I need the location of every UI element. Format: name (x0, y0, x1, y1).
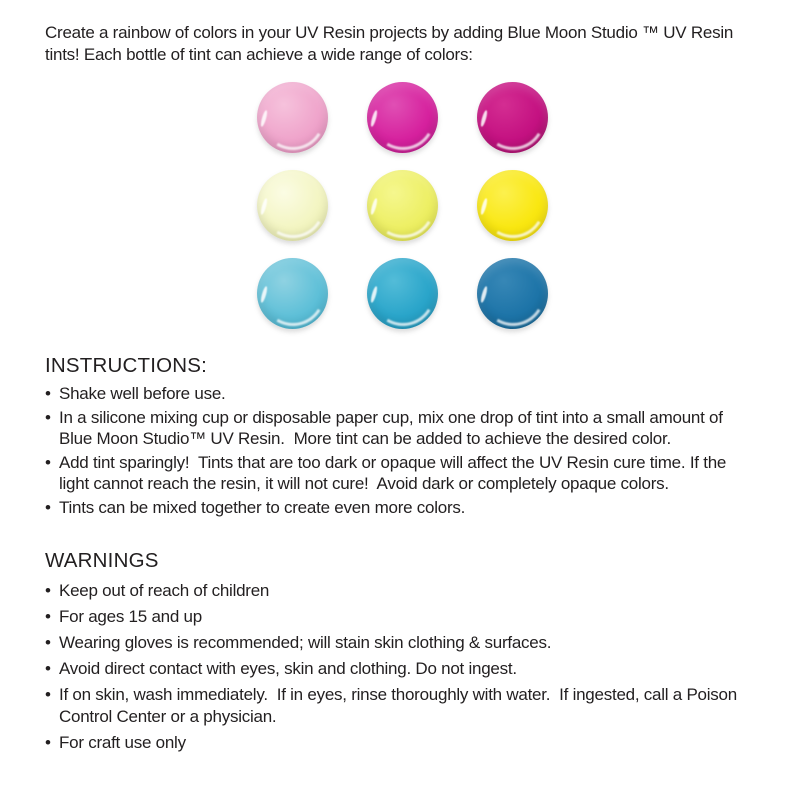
tint-drop-pale-yellow (257, 170, 328, 241)
warning-item: • For ages 15 and up (45, 606, 757, 628)
intro-text: Create a rainbow of colors in your UV Resin projects by adding Blue Moon Studio ™ UV Resin tints! Each bottle of tint can achieve a wide range of colors: (45, 23, 738, 64)
instruction-item: • Add tint sparingly! Tints that are too dark or opaque will affect the UV Resin cure time. If the light cannot reach the resin, it will not cure! Avoid dark or completely opaque colors. (45, 452, 757, 495)
warning-item: • Wearing gloves is recommended; will stain skin clothing & surfaces. (45, 632, 757, 654)
instructions-list (45, 383, 757, 518)
tint-row-pink (257, 82, 548, 153)
instruction-item: • In a silicone mixing cup or disposable paper cup, mix one drop of tint into a small amount of Blue Moon Studio™ UV Resin. More tint can be added to achieve the desired color. (45, 407, 757, 450)
warning-item: • If on skin, wash immediately. If in eyes, rinse thoroughly with water. If ingested, call a Poison Control Center or a physician. (45, 684, 757, 727)
tint-row-blue (257, 258, 548, 329)
warning-item: • Keep out of reach of children (45, 580, 757, 602)
tint-drop-deep-blue (477, 258, 548, 329)
warnings-list (45, 580, 757, 753)
tint-drop-light-blue (257, 258, 328, 329)
tint-drop-cyan-blue (367, 258, 438, 329)
instruction-item: • Tints can be mixed together to create even more colors. (45, 497, 757, 519)
warnings-heading: WARNINGS (45, 549, 159, 572)
instruction-item: • Shake well before use. (45, 383, 757, 405)
tint-color-grid (45, 82, 760, 329)
tint-drop-light-yellow (367, 170, 438, 241)
tint-drop-bright-yellow (477, 170, 548, 241)
warning-item: • For craft use only (45, 732, 757, 754)
warning-item: • Avoid direct contact with eyes, skin and clothing. Do not ingest. (45, 658, 757, 680)
tint-drop-deep-magenta (477, 82, 548, 153)
tint-drop-light-pink (257, 82, 328, 153)
tint-row-yellow (257, 170, 548, 241)
instructions-heading: INSTRUCTIONS: (45, 354, 208, 377)
tint-drop-magenta (367, 82, 438, 153)
